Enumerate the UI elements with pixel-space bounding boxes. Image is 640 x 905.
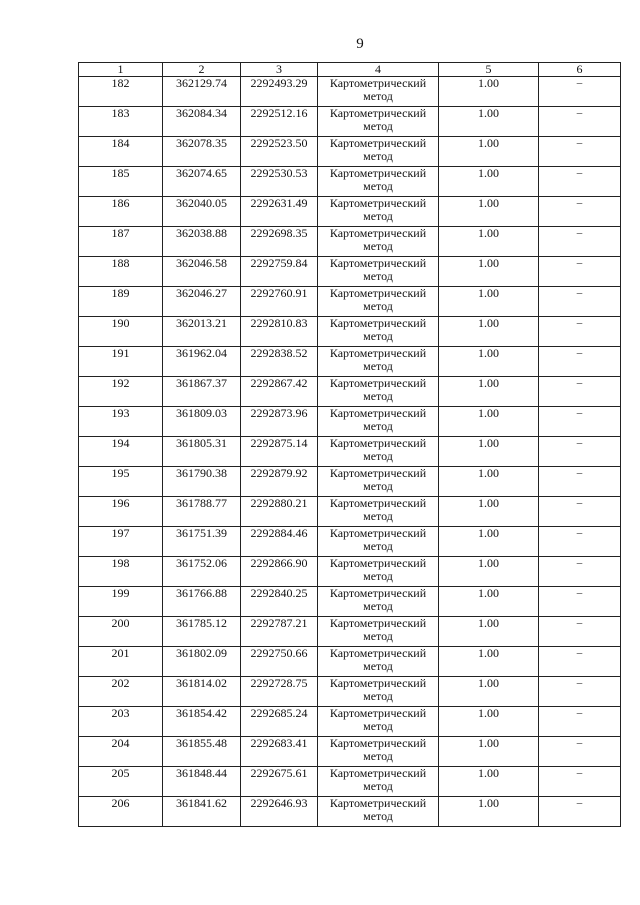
cell-y-coordinate: 2292787.21 bbox=[241, 617, 318, 647]
table-row bbox=[79, 587, 621, 617]
cell-point-number: 191 bbox=[79, 347, 163, 377]
cell-y-coordinate: 2292879.92 bbox=[241, 467, 318, 497]
cell-point-number: 190 bbox=[79, 317, 163, 347]
cell-method: Картометрический метод bbox=[318, 167, 439, 197]
column-header-point: 1 bbox=[79, 63, 163, 77]
table-body bbox=[79, 77, 621, 827]
cell-description: – bbox=[539, 587, 621, 617]
column-header-accuracy: 5 bbox=[439, 63, 539, 77]
cell-point-number: 195 bbox=[79, 467, 163, 497]
cell-accuracy: 1.00 bbox=[439, 587, 539, 617]
cell-y-coordinate: 2292750.66 bbox=[241, 647, 318, 677]
cell-accuracy: 1.00 bbox=[439, 617, 539, 647]
cell-x-coordinate: 362074.65 bbox=[163, 167, 241, 197]
cell-description: – bbox=[539, 347, 621, 377]
cell-method: Картометрический метод bbox=[318, 557, 439, 587]
cell-method: Картометрический метод bbox=[318, 407, 439, 437]
cell-accuracy: 1.00 bbox=[439, 407, 539, 437]
cell-description: – bbox=[539, 77, 621, 107]
cell-accuracy: 1.00 bbox=[439, 227, 539, 257]
cell-description: – bbox=[539, 197, 621, 227]
table-row bbox=[79, 797, 621, 827]
cell-description: – bbox=[539, 317, 621, 347]
cell-x-coordinate: 362046.58 bbox=[163, 257, 241, 287]
cell-x-coordinate: 361855.48 bbox=[163, 737, 241, 767]
cell-y-coordinate: 2292867.42 bbox=[241, 377, 318, 407]
page-number: 9 bbox=[356, 36, 364, 52]
cell-accuracy: 1.00 bbox=[439, 557, 539, 587]
cell-y-coordinate: 2292698.35 bbox=[241, 227, 318, 257]
table-row bbox=[79, 467, 621, 497]
cell-x-coordinate: 362040.05 bbox=[163, 197, 241, 227]
cell-method: Картометрический метод bbox=[318, 227, 439, 257]
cell-y-coordinate: 2292646.93 bbox=[241, 797, 318, 827]
cell-x-coordinate: 362078.35 bbox=[163, 137, 241, 167]
cell-description: – bbox=[539, 497, 621, 527]
cell-y-coordinate: 2292838.52 bbox=[241, 347, 318, 377]
cell-y-coordinate: 2292866.90 bbox=[241, 557, 318, 587]
cell-method: Картометрический метод bbox=[318, 347, 439, 377]
cell-y-coordinate: 2292810.83 bbox=[241, 317, 318, 347]
cell-accuracy: 1.00 bbox=[439, 797, 539, 827]
cell-y-coordinate: 2292523.50 bbox=[241, 137, 318, 167]
cell-x-coordinate: 361802.09 bbox=[163, 647, 241, 677]
cell-point-number: 184 bbox=[79, 137, 163, 167]
cell-method: Картометрический метод bbox=[318, 587, 439, 617]
cell-accuracy: 1.00 bbox=[439, 737, 539, 767]
cell-method: Картометрический метод bbox=[318, 107, 439, 137]
table-row bbox=[79, 617, 621, 647]
cell-point-number: 183 bbox=[79, 107, 163, 137]
cell-description: – bbox=[539, 437, 621, 467]
cell-point-number: 188 bbox=[79, 257, 163, 287]
column-header-method: 4 bbox=[318, 63, 439, 77]
cell-accuracy: 1.00 bbox=[439, 347, 539, 377]
cell-method: Картометрический метод bbox=[318, 617, 439, 647]
cell-point-number: 197 bbox=[79, 527, 163, 557]
table-row bbox=[79, 437, 621, 467]
cell-x-coordinate: 361848.44 bbox=[163, 767, 241, 797]
cell-y-coordinate: 2292884.46 bbox=[241, 527, 318, 557]
cell-description: – bbox=[539, 527, 621, 557]
cell-point-number: 198 bbox=[79, 557, 163, 587]
cell-method: Картометрический метод bbox=[318, 437, 439, 467]
cell-description: – bbox=[539, 617, 621, 647]
cell-y-coordinate: 2292683.41 bbox=[241, 737, 318, 767]
cell-accuracy: 1.00 bbox=[439, 647, 539, 677]
cell-y-coordinate: 2292873.96 bbox=[241, 407, 318, 437]
table-row bbox=[79, 167, 621, 197]
cell-point-number: 182 bbox=[79, 77, 163, 107]
cell-accuracy: 1.00 bbox=[439, 437, 539, 467]
cell-method: Картометрический метод bbox=[318, 527, 439, 557]
cell-point-number: 189 bbox=[79, 287, 163, 317]
cell-y-coordinate: 2292512.16 bbox=[241, 107, 318, 137]
cell-x-coordinate: 362084.34 bbox=[163, 107, 241, 137]
cell-accuracy: 1.00 bbox=[439, 257, 539, 287]
cell-method: Картометрический метод bbox=[318, 647, 439, 677]
cell-point-number: 186 bbox=[79, 197, 163, 227]
table-row bbox=[79, 647, 621, 677]
table-row bbox=[79, 317, 621, 347]
cell-description: – bbox=[539, 797, 621, 827]
cell-y-coordinate: 2292840.25 bbox=[241, 587, 318, 617]
cell-point-number: 192 bbox=[79, 377, 163, 407]
cell-x-coordinate: 361766.88 bbox=[163, 587, 241, 617]
cell-method: Картометрический метод bbox=[318, 377, 439, 407]
cell-point-number: 194 bbox=[79, 437, 163, 467]
table-row bbox=[79, 197, 621, 227]
cell-y-coordinate: 2292760.91 bbox=[241, 287, 318, 317]
cell-x-coordinate: 361841.62 bbox=[163, 797, 241, 827]
cell-y-coordinate: 2292675.61 bbox=[241, 767, 318, 797]
cell-description: – bbox=[539, 287, 621, 317]
cell-x-coordinate: 361785.12 bbox=[163, 617, 241, 647]
cell-point-number: 203 bbox=[79, 707, 163, 737]
cell-point-number: 185 bbox=[79, 167, 163, 197]
table-row bbox=[79, 377, 621, 407]
cell-description: – bbox=[539, 467, 621, 497]
cell-y-coordinate: 2292759.84 bbox=[241, 257, 318, 287]
cell-description: – bbox=[539, 407, 621, 437]
cell-point-number: 199 bbox=[79, 587, 163, 617]
column-header-x: 2 bbox=[163, 63, 241, 77]
cell-x-coordinate: 361788.77 bbox=[163, 497, 241, 527]
cell-accuracy: 1.00 bbox=[439, 527, 539, 557]
cell-method: Картометрический метод bbox=[318, 137, 439, 167]
column-header-description: 6 bbox=[539, 63, 621, 77]
table-row bbox=[79, 557, 621, 587]
cell-x-coordinate: 361814.02 bbox=[163, 677, 241, 707]
cell-description: – bbox=[539, 767, 621, 797]
cell-accuracy: 1.00 bbox=[439, 77, 539, 107]
cell-accuracy: 1.00 bbox=[439, 707, 539, 737]
table-row bbox=[79, 767, 621, 797]
cell-accuracy: 1.00 bbox=[439, 107, 539, 137]
cell-y-coordinate: 2292880.21 bbox=[241, 497, 318, 527]
cell-y-coordinate: 2292530.53 bbox=[241, 167, 318, 197]
cell-x-coordinate: 361805.31 bbox=[163, 437, 241, 467]
table-row bbox=[79, 347, 621, 377]
cell-method: Картометрический метод bbox=[318, 197, 439, 227]
cell-accuracy: 1.00 bbox=[439, 467, 539, 497]
cell-description: – bbox=[539, 677, 621, 707]
cell-method: Картометрический метод bbox=[318, 287, 439, 317]
table-row bbox=[79, 407, 621, 437]
cell-y-coordinate: 2292875.14 bbox=[241, 437, 318, 467]
table-row bbox=[79, 527, 621, 557]
cell-x-coordinate: 362046.27 bbox=[163, 287, 241, 317]
cell-method: Картометрический метод bbox=[318, 497, 439, 527]
table-row bbox=[79, 107, 621, 137]
table-row bbox=[79, 677, 621, 707]
cell-description: – bbox=[539, 647, 621, 677]
cell-x-coordinate: 362038.88 bbox=[163, 227, 241, 257]
cell-point-number: 200 bbox=[79, 617, 163, 647]
cell-y-coordinate: 2292493.29 bbox=[241, 77, 318, 107]
cell-x-coordinate: 361962.04 bbox=[163, 347, 241, 377]
table-row bbox=[79, 227, 621, 257]
cell-description: – bbox=[539, 137, 621, 167]
cell-accuracy: 1.00 bbox=[439, 167, 539, 197]
cell-y-coordinate: 2292631.49 bbox=[241, 197, 318, 227]
table-row bbox=[79, 707, 621, 737]
cell-accuracy: 1.00 bbox=[439, 287, 539, 317]
table-row bbox=[79, 287, 621, 317]
cell-y-coordinate: 2292685.24 bbox=[241, 707, 318, 737]
cell-description: – bbox=[539, 257, 621, 287]
cell-description: – bbox=[539, 107, 621, 137]
cell-x-coordinate: 361867.37 bbox=[163, 377, 241, 407]
cell-description: – bbox=[539, 377, 621, 407]
cell-method: Картометрический метод bbox=[318, 257, 439, 287]
cell-x-coordinate: 362129.74 bbox=[163, 77, 241, 107]
cell-method: Картометрический метод bbox=[318, 317, 439, 347]
cell-point-number: 205 bbox=[79, 767, 163, 797]
cell-x-coordinate: 361790.38 bbox=[163, 467, 241, 497]
cell-accuracy: 1.00 bbox=[439, 317, 539, 347]
cell-method: Картометрический метод bbox=[318, 77, 439, 107]
cell-x-coordinate: 361854.42 bbox=[163, 707, 241, 737]
cell-method: Картометрический метод bbox=[318, 767, 439, 797]
cell-method: Картометрический метод bbox=[318, 467, 439, 497]
cell-point-number: 193 bbox=[79, 407, 163, 437]
cell-point-number: 187 bbox=[79, 227, 163, 257]
table-row bbox=[79, 737, 621, 767]
cell-description: – bbox=[539, 557, 621, 587]
cell-x-coordinate: 361751.39 bbox=[163, 527, 241, 557]
column-header-y: 3 bbox=[241, 63, 318, 77]
cell-method: Картометрический метод bbox=[318, 677, 439, 707]
cell-x-coordinate: 361809.03 bbox=[163, 407, 241, 437]
cell-accuracy: 1.00 bbox=[439, 197, 539, 227]
cell-x-coordinate: 362013.21 bbox=[163, 317, 241, 347]
cell-y-coordinate: 2292728.75 bbox=[241, 677, 318, 707]
cell-point-number: 196 bbox=[79, 497, 163, 527]
cell-accuracy: 1.00 bbox=[439, 377, 539, 407]
cell-accuracy: 1.00 bbox=[439, 497, 539, 527]
cell-method: Картометрический метод bbox=[318, 707, 439, 737]
cell-description: – bbox=[539, 707, 621, 737]
table-header-row bbox=[79, 63, 621, 77]
cell-description: – bbox=[539, 167, 621, 197]
cell-accuracy: 1.00 bbox=[439, 767, 539, 797]
cell-point-number: 201 bbox=[79, 647, 163, 677]
cell-x-coordinate: 361752.06 bbox=[163, 557, 241, 587]
cell-accuracy: 1.00 bbox=[439, 677, 539, 707]
cell-description: – bbox=[539, 737, 621, 767]
cell-description: – bbox=[539, 227, 621, 257]
cell-method: Картометрический метод bbox=[318, 737, 439, 767]
table-row bbox=[79, 497, 621, 527]
cell-accuracy: 1.00 bbox=[439, 137, 539, 167]
cell-point-number: 202 bbox=[79, 677, 163, 707]
table-row bbox=[79, 77, 621, 107]
cell-method: Картометрический метод bbox=[318, 797, 439, 827]
coordinates-table bbox=[78, 62, 621, 827]
table-row bbox=[79, 257, 621, 287]
cell-point-number: 204 bbox=[79, 737, 163, 767]
table-row bbox=[79, 137, 621, 167]
cell-point-number: 206 bbox=[79, 797, 163, 827]
